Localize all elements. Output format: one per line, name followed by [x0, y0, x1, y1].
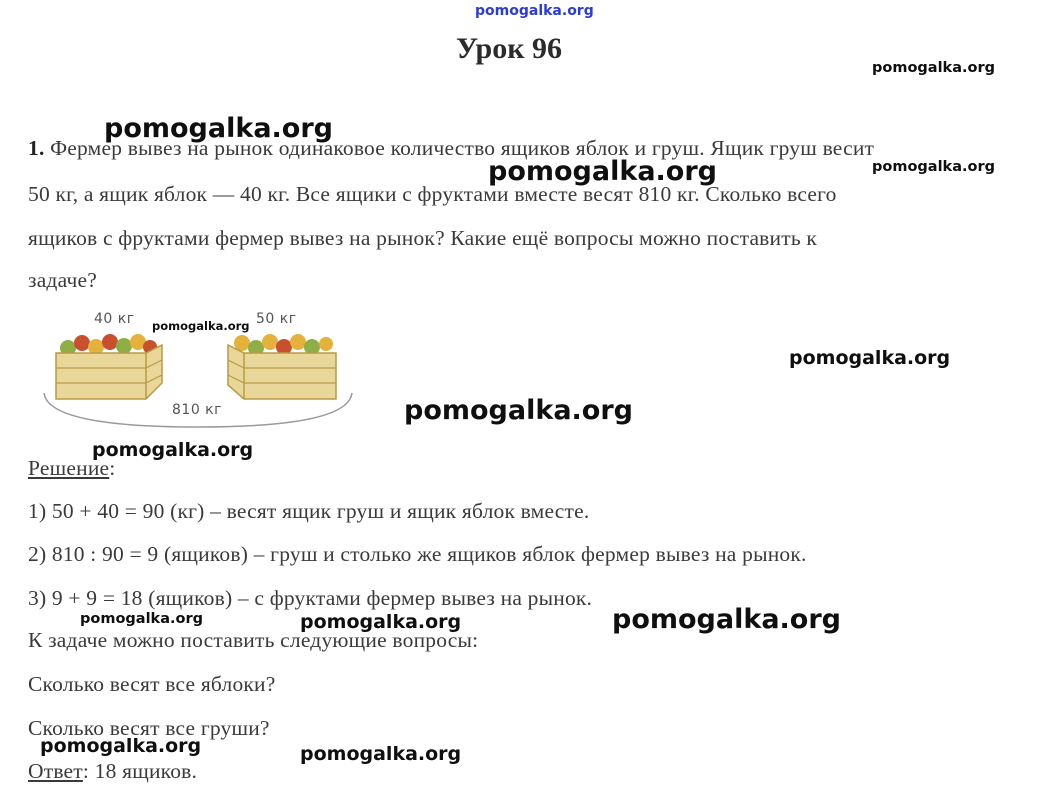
watermark: pomogalka.org — [104, 113, 333, 144]
apple-crate — [56, 334, 162, 399]
solution-step-3: 3) 9 + 9 = 18 (ящиков) – с фруктами фермер вывез на рынок. — [28, 586, 593, 610]
task-line-1-text: Фермер вывез на рынок одинаковое количество ящиков яблок и груш. Ящик груш весит — [50, 136, 875, 160]
solution-step-1: 1) 50 + 40 = 90 (кг) – весят ящик груш и ящик яблок вместе. — [28, 499, 590, 523]
solution-heading-text: Решение — [28, 456, 110, 480]
watermark: pomogalka.org — [92, 439, 254, 461]
right-crate-weight: 50 кг — [256, 311, 297, 327]
answer-label: Ответ — [28, 759, 83, 783]
watermark: pomogalka.org — [300, 611, 462, 633]
question-1: Сколько весят все яблоки? — [28, 672, 276, 696]
watermark: pomogalka.org — [789, 347, 951, 369]
question-2: Сколько весят все груши? — [28, 716, 270, 740]
watermark: pomogalka.org — [404, 395, 633, 426]
solution-heading-colon: : — [109, 456, 116, 480]
watermark: pomogalka.org — [872, 159, 995, 175]
top-watermark: pomogalka.org — [475, 3, 594, 19]
total-weight-label: 810 кг — [172, 402, 222, 418]
solution-step-2: 2) 810 : 90 = 9 (ящиков) – груш и столько же ящиков яблок фермер вывез на рынок. — [28, 542, 807, 566]
pear-crate — [228, 334, 336, 399]
watermark: pomogalka.org — [152, 319, 250, 333]
watermark: pomogalka.org — [80, 611, 203, 627]
task-line-4: задаче? — [28, 268, 97, 292]
watermark: pomogalka.org — [872, 60, 995, 76]
task-line-2: 50 кг, а ящик яблок — 40 кг. Все ящики с фруктами вместе весят 810 кг. Сколько всего — [28, 182, 837, 206]
questions-intro: К задаче можно поставить следующие вопросы: — [28, 628, 479, 652]
task-line-3: ящиков с фруктами фермер вывез на рынок? Какие ещё вопросы можно поставить к — [28, 226, 818, 250]
watermark: pomogalka.org — [612, 604, 841, 635]
answer-text: : 18 ящиков. — [82, 759, 198, 783]
watermark: pomogalka.org — [40, 735, 202, 757]
left-crate-weight: 40 кг — [94, 311, 135, 327]
watermark: pomogalka.org — [488, 156, 717, 187]
watermark: pomogalka.org — [300, 743, 462, 765]
answer-line — [28, 759, 197, 784]
task-number: 1. — [28, 136, 45, 160]
page-title: Урок 96 — [456, 32, 563, 65]
